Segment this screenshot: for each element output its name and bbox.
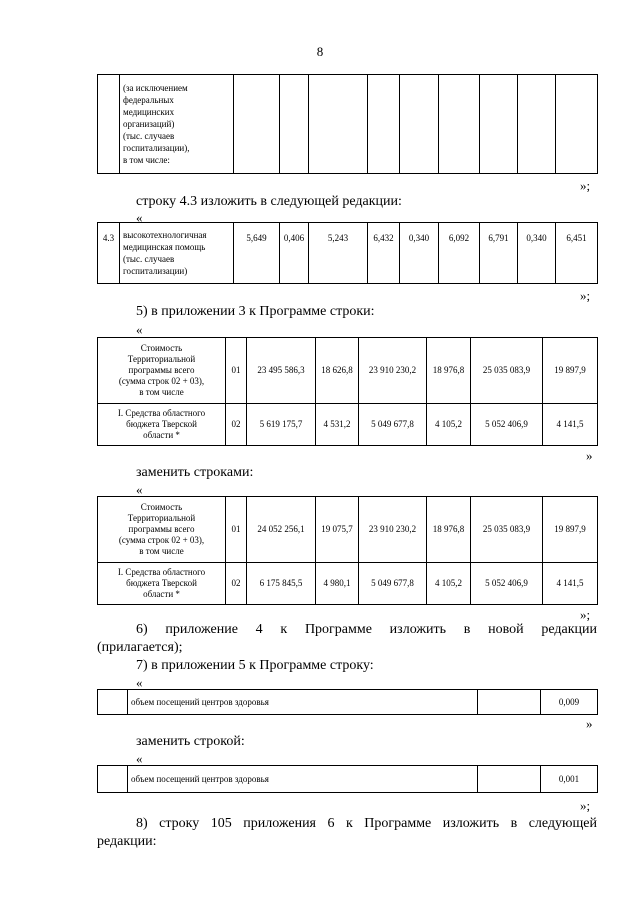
table-top-label-line: (тыс. случаев — [123, 131, 175, 141]
row-label-line: медицинская помощь — [123, 242, 206, 252]
table-cell: 6 175 845,5 — [247, 563, 316, 605]
row-number: 4.3 — [98, 223, 120, 284]
table-top-fragment — [97, 74, 598, 174]
paragraph-item-6-line2: (прилагается); — [97, 640, 183, 655]
table-top-label-line: медицинских — [123, 107, 175, 117]
table-cell: 5 049 677,8 — [359, 404, 427, 446]
table-appendix3-old — [97, 337, 598, 446]
row-label-line: I. Средства областного — [117, 567, 206, 577]
row-label-line: (сумма строк 02 + 03), — [118, 376, 205, 386]
table-row — [98, 223, 598, 284]
paragraph-item-8-line1: 8) строку 105 приложения 6 к Программе изложить в следующей — [136, 816, 597, 831]
opening-quote: « — [136, 210, 143, 225]
row-code: 02 — [226, 563, 247, 605]
table-appendix5-new — [97, 765, 598, 793]
row-label-line: в том числе — [139, 387, 184, 397]
table-top-label-line: (за исключением — [123, 83, 188, 93]
table-cell: 4 980,1 — [316, 563, 359, 605]
row-label-line: области * — [143, 589, 180, 599]
table-cell: 5 052 406,9 — [471, 404, 543, 446]
table-cell: 23 910 230,2 — [359, 497, 427, 563]
table-cell: 5 052 406,9 — [471, 563, 543, 605]
table-cell: 0,001 — [541, 766, 598, 793]
table-top-label-line: организаций) — [123, 119, 175, 129]
page-number: 8 — [316, 44, 324, 59]
row-label: объем посещений центров здоровья — [128, 766, 478, 793]
table-row — [98, 563, 598, 605]
table-cell: 5 619 175,7 — [247, 404, 316, 446]
table-cell: 5,649 — [234, 223, 280, 284]
table-top-label-line: госпитализации), — [123, 143, 190, 153]
table-cell: 25 035 083,9 — [471, 497, 543, 563]
table-cell: 4 531,2 — [316, 404, 359, 446]
table-cell: 6,791 — [480, 223, 518, 284]
table-cell: 0,340 — [518, 223, 556, 284]
table-row-4-3 — [97, 222, 598, 284]
paragraph-replace-row: заменить строкой: — [136, 734, 245, 749]
paragraph-replace-rows: заменить строками: — [136, 465, 254, 480]
table-cell: 24 052 256,1 — [247, 497, 316, 563]
paragraph-item-6-line1: 6) приложение 4 к Программе изложить в новой редакции — [136, 622, 597, 637]
table-cell: 0,406 — [280, 223, 309, 284]
table-cell: 6,451 — [556, 223, 598, 284]
paragraph-item-7: 7) в приложении 5 к Программе строку: — [136, 658, 374, 673]
opening-quote: « — [136, 751, 143, 766]
table-row — [98, 404, 598, 446]
table-appendix3-new — [97, 496, 598, 605]
row-label-line: программы всего — [128, 524, 195, 534]
table-cell: 6,432 — [368, 223, 400, 284]
row-label-line: (сумма строк 02 + 03), — [118, 535, 205, 545]
closing-quote: » — [586, 716, 593, 731]
table-cell: 4 105,2 — [427, 563, 471, 605]
table-cell: 19 075,7 — [316, 497, 359, 563]
table-cell: 23 910 230,2 — [359, 338, 427, 404]
closing-quote: »; — [580, 798, 591, 813]
paragraph-item-8-line2: редакции: — [97, 834, 157, 849]
table-cell: 18 976,8 — [427, 497, 471, 563]
row-label: объем посещений центров здоровья — [128, 690, 478, 715]
closing-quote: »; — [580, 178, 591, 193]
row-label-line: бюджета Тверской — [126, 578, 197, 588]
table-cell: 4 141,5 — [543, 404, 598, 446]
table-row — [98, 766, 598, 793]
table-appendix5-old — [97, 689, 598, 715]
row-label-line: Территориальной — [127, 354, 196, 364]
row-label-line: Стоимость — [140, 343, 183, 353]
table-cell: 23 495 586,3 — [247, 338, 316, 404]
table-row — [98, 338, 598, 404]
row-label-line: высокотехнологичная — [123, 230, 207, 240]
table-cell: 25 035 083,9 — [471, 338, 543, 404]
table-top-label-line: федеральных — [123, 95, 174, 105]
paragraph-item-6 — [136, 621, 597, 638]
paragraph-item-5: 5) в приложении 3 к Программе строки: — [136, 304, 375, 319]
row-label-line: (тыс. случаев — [123, 254, 175, 264]
opening-quote: « — [136, 675, 143, 690]
table-row — [98, 690, 598, 715]
row-label-line: области * — [143, 430, 180, 440]
row-label-line: Стоимость — [140, 502, 183, 512]
table-cell: 4 141,5 — [543, 563, 598, 605]
table-cell: 18 626,8 — [316, 338, 359, 404]
row-code: 01 — [226, 497, 247, 563]
row-label-line: программы всего — [128, 365, 195, 375]
paragraph-row-4-3: строку 4.3 изложить в следующей редакции: — [136, 194, 402, 209]
table-cell: 6,092 — [439, 223, 480, 284]
table-cell: 18 976,8 — [427, 338, 471, 404]
row-label-line: в том числе — [139, 546, 184, 556]
row-label-line: бюджета Тверской — [126, 419, 197, 429]
table-cell: 4 105,2 — [427, 404, 471, 446]
opening-quote: « — [136, 482, 143, 497]
row-label-line: госпитализации) — [123, 266, 188, 276]
table-row — [98, 497, 598, 563]
row-label-line: Территориальной — [127, 513, 196, 523]
row-code: 01 — [226, 338, 247, 404]
table-cell: 5,243 — [309, 223, 368, 284]
paragraph-item-8 — [136, 815, 597, 832]
table-top-label-line: в том числе: — [123, 155, 170, 165]
row-label-line: I. Средства областного — [117, 408, 206, 418]
table-cell: 5 049 677,8 — [359, 563, 427, 605]
table-cell: 0,009 — [541, 690, 598, 715]
row-code: 02 — [226, 404, 247, 446]
table-cell: 19 897,9 — [543, 497, 598, 563]
opening-quote: « — [136, 322, 143, 337]
closing-quote: »; — [580, 607, 591, 622]
table-cell: 0,340 — [400, 223, 439, 284]
closing-quote: »; — [580, 288, 591, 303]
table-cell: 19 897,9 — [543, 338, 598, 404]
closing-quote: » — [586, 448, 593, 463]
